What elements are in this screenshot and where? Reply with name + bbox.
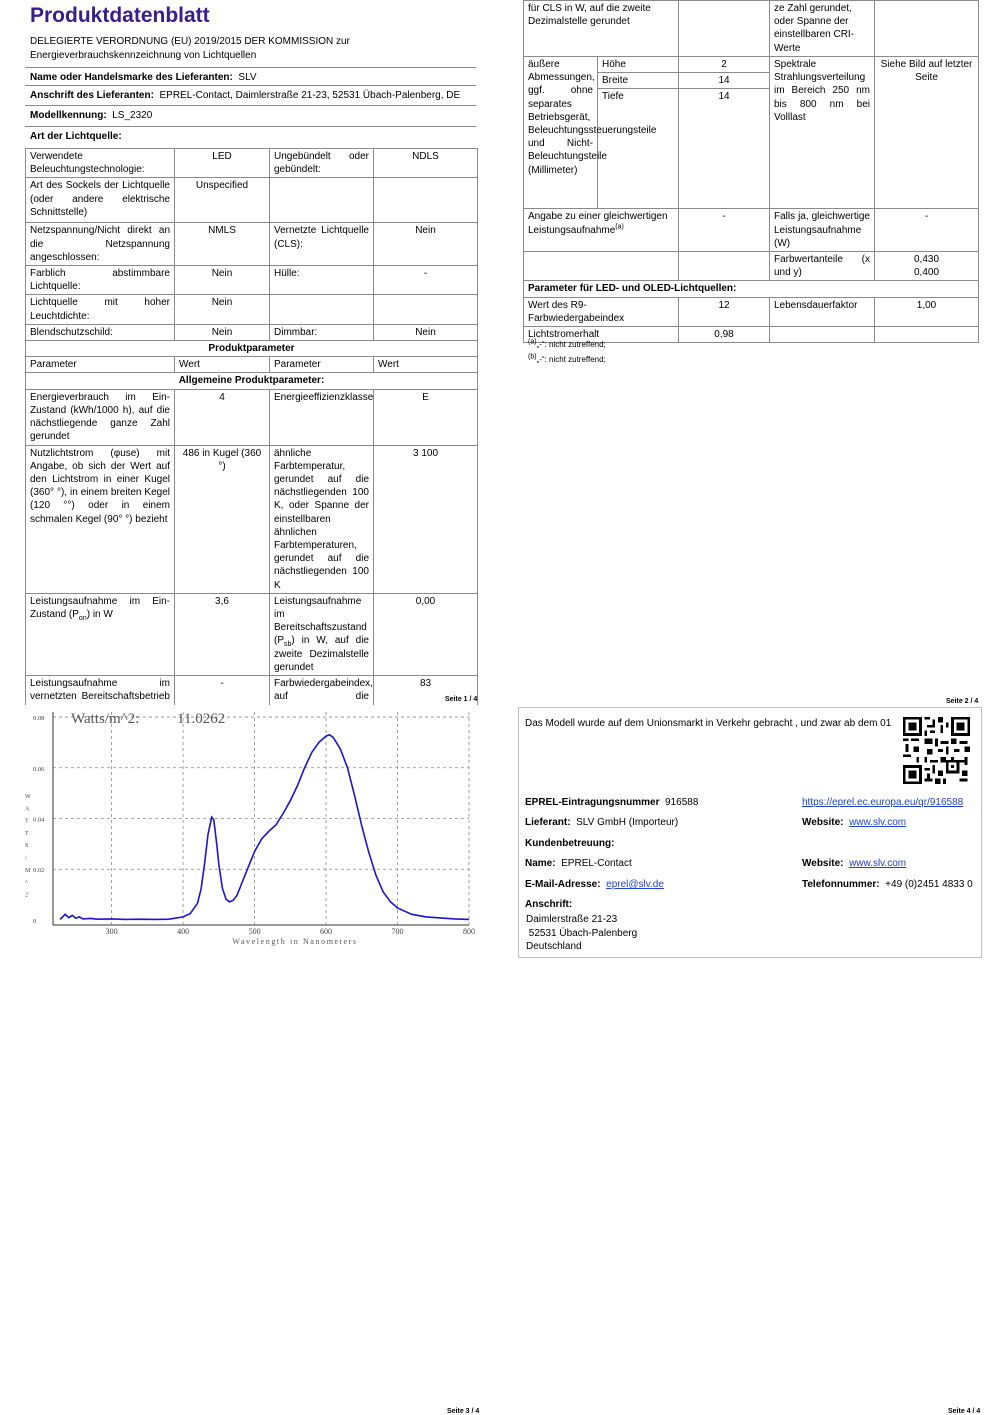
qr-code	[903, 717, 970, 784]
address-line: Anschrift des Lieferanten: EPREL-Contact, Daimlerstraße 21-23, 52531 Übach-Palenberg, DE	[30, 90, 461, 101]
x-tick-label: 300	[105, 927, 118, 936]
eprel-registration: EPREL-Eintragungsnummer 916588	[525, 797, 699, 808]
supplier-website: Website: www.slv.com	[802, 817, 907, 828]
page2-table: für CLS in W, auf die zweite Dezimalstelle gerundet ze Zahl gerundet, oder Spanne der einstellbaren CRI-Werte äußere Abmessungen, ggf. ohne separates Betriebsgerät, Beleuchtungssteuerungsteile und Nicht-Beleuchtungsteile (Millimeter) Höhe 2 Spektrale Strahlungsverteilung im Bereich 250 nm bis 800 nm bei Volllast Siehe Bild auf letzter Seite Breite 14 Tiefe 14 Angabe zu einer gleichwertigen Leistungsaufnahme$^{(a)}$ - Falls ja, gleichwertige Leistungsaufnahme (W) - Farbwertanteile (x und y) 0,430 0,400 Parameter für LED- und OLED-Lichtquellen: Wert des R9-Farbwiedergabeindex 12 Lebensdauerfaktor 1,00 Lichtstromerhalt 0,98	[523, 0, 979, 343]
y-tick-label: 0	[33, 917, 37, 925]
y-axis-label-char: S	[25, 843, 29, 850]
y-axis-label-char: W	[25, 794, 31, 800]
page-number-4: Seite 4 / 4	[948, 1408, 981, 1415]
page-title: Produktdatenblatt	[30, 4, 210, 27]
address-line: Daimlerstraße 21-23	[526, 914, 618, 925]
model-line: Modellkennung: LS_2320	[30, 110, 153, 121]
chart-title: Watts/m^2:	[71, 711, 140, 727]
address-block	[526, 913, 637, 954]
eprel-link[interactable]: https://eprel.ec.europa.eu/qr/916588	[802, 797, 964, 808]
light-source-type-table: Verwendete Beleuchtungstechnologie: LED Ungebündelt oder gebündelt: NDLS Art des Sockels der Lichtquelle (oder andere elektrische Schnittstelle) Unspecified Netzspannung/Nicht direkt an die Netzspannung angeschlossen: NMLS Vernetzte Lichtquelle (CLS): Nein Farblich abstimmbare Lichtquelle: Nein Hülle: - Lichtquelle mit hoher Leuchtdichte: Nein Blendschutzschild: Nein Dimmbar: Nein Produktparameter Parameter Wert Parameter Wert Allgemeine Produktparameter: Energieverbrauch im Ein-Zustand (kWh/1000 h), auf die nächstliegende ganze Zahl gerundet 4 Energieeffizienzklasse E Nutzlichtstrom (φuse) mit Angabe, ob sich der Wert auf den Lichtstrom in einer Kugel (360° °), in einem breiten Kegel (120 °°) oder in einem schmalen Kegel (90° °) bezieht 486 in Kugel (360 °) ähnliche Farbtemperatur, gerundet auf die nächstliegenden 100 K, oder Spanne der einstellbaren ähnlichen Farbtemperaturen, gerundet auf die nächstliegenden 100 K 3 100 Leistungsaufnahme im Ein-Zustand $(P_{on})$ in W 3,6 Leistungsaufnahme im Bereitschaftszustand $(P_{sb})$ in W, auf die zweite Dezimalstelle gerundet 0,00 Leistungsaufnahme im vernetzten Bereitschaftsbetrieb - Farbwiedergabeindex, auf die 83	[25, 148, 478, 719]
contact-website: Website: www.slv.com	[802, 858, 907, 869]
y-axis-label-char: ^	[25, 880, 28, 887]
x-tick-label: 800	[463, 927, 475, 936]
page-number-2: Seite 2 / 4	[946, 698, 979, 705]
y-axis-label-char: A	[25, 806, 30, 813]
regulation-subtitle: DELEGIERTE VERORDNUNG (EU) 2019/2015 DER KOMMISSION zur Energieverbrauchskennzeichnung von Lichtquellen	[30, 36, 350, 61]
footnote-a: $^{(a)}$„-“: nicht zutreffend;	[528, 338, 606, 349]
y-tick-label: 0.04	[33, 816, 45, 824]
y-tick-label: 0.08	[33, 715, 45, 723]
chart-title-value: 11.0262	[177, 711, 226, 727]
y-tick-label: 0.06	[33, 765, 45, 773]
address-line: Deutschland	[526, 941, 582, 952]
light-source-type-heading: Art der Lichtquelle:	[30, 131, 122, 142]
chart-background	[23, 705, 480, 947]
contact-website-link[interactable]: www.slv.com	[849, 858, 907, 869]
supplier-line: Name oder Handelsmarke des Lieferanten: SLV	[30, 72, 257, 83]
y-axis-label-char: 2	[25, 892, 28, 899]
supplier-website-link[interactable]: www.slv.com	[849, 817, 907, 828]
contact-email: E-Mail-Adresse: eprel@slv.de	[525, 879, 664, 890]
y-axis-label-char: T	[25, 818, 29, 825]
contact-name: Name: EPREL-Contact	[525, 858, 632, 869]
supplier-info: Lieferant: SLV GmbH (Importeur)	[525, 817, 679, 828]
address-line: 52531 Übach-Palenberg	[526, 927, 638, 939]
x-axis-label: Wavelength in Nanometers	[232, 937, 358, 946]
y-axis-label-char: T	[25, 830, 29, 837]
x-tick-label: 400	[177, 927, 190, 936]
product-params-heading: Produktparameter	[26, 341, 478, 357]
email-link[interactable]: eprel@slv.de	[606, 879, 664, 890]
spectral-distribution-chart	[23, 705, 480, 947]
y-tick-label: 0.02	[33, 867, 45, 875]
led-params-heading: Parameter für LED- und OLED-Lichtquellen:	[524, 281, 979, 297]
market-text: Das Modell wurde auf dem Unionsmarkt in Verkehr gebracht , und zwar ab dem 01	[525, 718, 892, 729]
footnote-b: $^{(b)}$„-“: nicht zutreffend;	[528, 353, 606, 364]
page-number-1: Seite 1 / 4	[445, 696, 478, 703]
x-tick-label: 500	[248, 927, 261, 936]
y-axis-label-char: /	[25, 855, 27, 862]
page-number-3: Seite 3 / 4	[447, 1408, 480, 1415]
customer-service-heading: Kundenbetreuung:	[525, 838, 615, 849]
address-heading: Anschrift:	[525, 899, 573, 910]
x-tick-label: 600	[320, 927, 333, 936]
y-axis-label-char: M	[25, 867, 31, 874]
x-tick-label: 700	[391, 927, 404, 936]
contact-phone: Telefonnummer: +49 (0)2451 4833 0	[802, 879, 973, 890]
general-params-heading: Allgemeine Produktparameter:	[26, 373, 478, 389]
